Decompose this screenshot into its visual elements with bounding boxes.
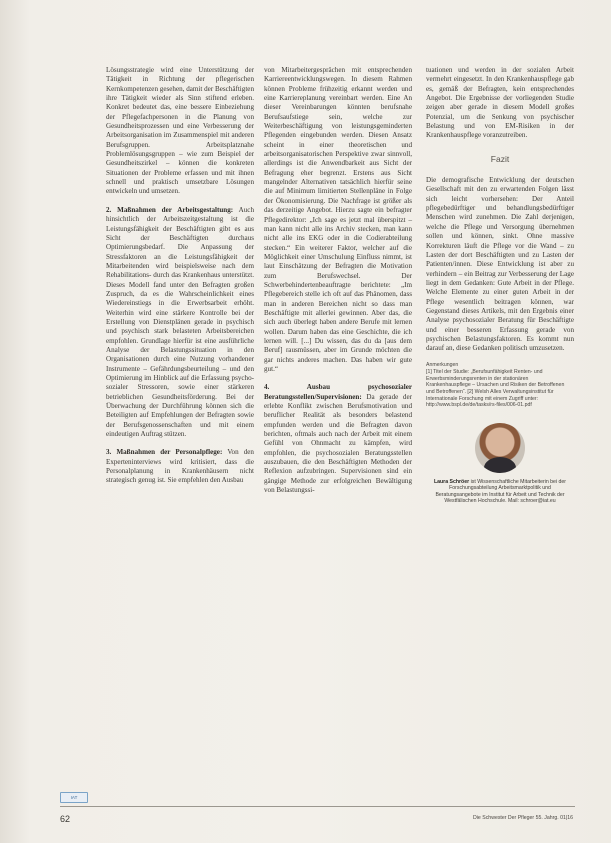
references-body: [1] Titel der Studie: „Berufsunfähigkeit Renten- und Erwerbsminderungsrenten in der stationären Krankenhauspflege – Ursachen und Risiken der Betroffenen und Betroffenen“. [2] Welsh Alles Verwaltungsinstitut für Internationale Forschung mit einem Zugriff unter: http://www.bspl.de/de/tasks/rs-files/006-01.pdf	[426, 369, 565, 409]
fazit-heading: Fazit	[490, 153, 510, 164]
body-paragraph: Lösungsstrategie wird eine Unterstützung der Tätigkeit in Richtung der pflegerischen Kernkompetenzen gesehen, damit der Beschäftigten ihre Tätigkeit wieder als Sinn stiftend erleben. Konkret bedeutet das, eine bessere Einbeziehung der Pflegefachpersonen in die Planung von Gesundheitsprozessen und eine Verbesserung der Arbeitsorganisation im Zusammenspiel mit anderen Berufsgruppen. Arbeitsplatznahe Problemlösungsgruppen – wie zum Beispiel der Gesundheitszirkel – können die konkreten Situationen der Probleme erfassen und mit ihnen schnell und praktisch umsetzbare Lösungen entwickeln und umsetzen.	[106, 66, 254, 196]
publisher-logo: IAT	[60, 792, 88, 803]
measure-4	[264, 383, 412, 495]
measure-4-heading: 4. Ausbau psychosozialer Beratungsstellen/Supervisionen:	[264, 383, 412, 401]
author-photo	[475, 423, 525, 473]
body-paragraph: von Mitarbeitergesprächen mit entsprechenden Karriereentwicklungswegen. In diesem Rahmen können Probleme frühzeitig erkannt werden und eine Karriereplanung vereinbart werden. Eine An dieser Vereinbarungen könnten berufsnahe Berufsaufstiege sein, welche zur Weiterbeschäftigung von leistungsgeminderten Pflegenden eingebunden werden. Diesen Ansatz scheint in einer theoretischen und arbeitsorganisatorischen Perspektive zwar sinnvoll, allerdings ist die Anwendbarkeit aus Sicht der Befragung eher begrenzt. Erstens aus Sicht mangelnder Alternativen tatsächlich hierfür seine die auf Minimum limitierten Stellenpläne in Folge der Ökonomisierung. Die Nachfrage ist größer als das derzeitige Angebot. Hierzu sagte ein befragter Pflegedirektor: „Ich sage es jetzt mal überspitzt – man kann nicht alle ins Archiv stecken, man kann nicht alle ins EKG oder in die Codierabteilung stecken.“ Ein weiterer Faktor, welcher auf die Möglichkeit einer Umschulung Einfluss nimmt, ist laut Einschätzung der Befragten die Motivation zum Berufswechsel. Der Schwerbehindertenbeauftragte berichtete: „Im Pflegebereich stelle ich oft auf das Phänomen, dass man in anderen Bereichen nicht so dass man Beschäftigte mit allerlei gewinnen. Aber das, die sich auch überlegt haben andere Berufe mit lernen wollen. Darum haben das eine Geschichte, die ich lernen will. [...] Du wissen, das du da [aus dem Beruf] rausmüssen, aber im Grunde möchten die gar nichts anderes machen. Das haben wir gute gut.“	[264, 66, 412, 373]
column-1	[106, 66, 254, 486]
measure-2-body: Auch hinsichtlich der Arbeitszeitgestaltung ist die Leistungsfähigkeit der Beschäftigten gibt es aus Sicht der Beschäftigten durchaus Optimierungsbedarf. Die Anpassung der Stressfaktoren an die Leistungsfähigkeit der Mitarbeitenden wird beispielsweise nach dem Rehabilitations- durch das Krankenhaus unterstützt. Dieses Modell fand unter den Befragten großen Zuspruch, da es die Wahrscheinlichkeit eines Wiedereinstiegs in die Erwerbsarbeit erhöht. Weiterhin wird eine stärkere Kontrolle bei der Erstellung von Dienstplänen gerade in psychisch und psychisch stark belasteten Arbeitsbereichen empfohlen. Grundlage hierfür ist eine ausführliche Analyse der Belastungssituation in den Organisationen durch eine Nutzung vorhandener Instrumente – Gefährdungsbeurteilung – und den Optimierung im Hinblick auf die Erfassung psycho-sozialer Stressoren, sowie einer stärkeren betrieblichen Gesundheitsförderung. Bei der Überwachung der Durchführung können sich die Beteiligten auf Empfehlungen der Befragten sowie der Berufsgenossenschaften und mit einem eindeutigen Auftrag stützen.	[106, 205, 254, 439]
footer-publication: Die Schwester Der Pfleger 55. Jahrg. 01|16	[473, 815, 573, 821]
measure-2	[106, 206, 254, 440]
measure-4-body: Da gerade der erlebte Konflikt zwischen Berufsmotivation und beruflicher Realität als besonders belastend empfunden werden und die Befragten davon berichten, oftmals auch nach der Arbeit mit einem Gefühl von Ohnmacht zu kämpfen, wird empfohlen, die psychosozialen Beratungsstellen auszubauen, die den Beschäftigten Methoden der Reflexion aufzubringen. Supervisionen sind ein gängige Methode zur erfolgreichen Bewältigung von Belastungssi-	[264, 392, 412, 495]
measure-2-heading: 2. Maßnahmen der Arbeitsgestaltung:	[106, 205, 234, 214]
author-name: Laura Schröer	[433, 478, 470, 485]
fazit-body: Die demografische Entwicklung der deutschen Gesellschaft mit den zu erwartenden Folgen lässt sich leicht vorhersehen: Der Anteil pflegebedürftiger und behandlungsbedürftiger Menschen wird zunehmen. Die Zahl derjenigen, welche die Pflege und Versorgung übernehmen sollen und können, sinkt. Ohne massive Korrekturen läuft die Pflege vor die Wand – zu Lasten der dort Beschäftigten und zu Lasten der Patienten/innen. Diese Entwicklung ist aber zu verhindern – ein Beitrag zur Verbesserung der Lage liegt in dem Gedanken: Gute Arbeit in der Pflege. Welche Elemente zu einer guten Arbeit in der Pflege wesentlich beitragen können, war Gegenstand dieses Artikels, mit den Ergebnis einer Analyse psychosozialer Beratung für Beschäftigte und einer besseren Erfassung gerade von psychischen Belastungsfaktoren. Es kommt nun darauf an, diese Gedanken politisch umzusetzen.	[426, 176, 574, 353]
footer-divider	[60, 806, 575, 807]
measure-3-body: Von den Experteninterviews wird kritisiert, dass die Personalplanung in Krankenhäusern nicht strategisch genug ist. Sie empfehlen den Ausbau	[106, 448, 254, 485]
page-number: 62	[60, 814, 71, 824]
column-3	[426, 66, 574, 505]
references-title: Anmerkungen	[426, 361, 459, 368]
author-description: ist Wissenschaftliche Mitarbeiterin bei der Forschungsabteilung Arbeitsmarktpolitik und Beratungsangebote im Institut für Arbeit und Technik der Westfälischen Hochschule. Mail: schroer@iat.eu	[435, 478, 567, 505]
references	[426, 362, 574, 409]
page-footer	[0, 806, 611, 832]
column-2	[264, 66, 412, 495]
measure-3-heading: 3. Maßnahmen der Personalpflege:	[106, 448, 223, 457]
body-paragraph: tuationen und werden in der sozialen Arbeit vermehrt eingesetzt. In den Krankenhauspflege gab es, gemäß der Befragten, kein entsprechendes Angebot. Die Ergebnisse der vorliegenden Studie zeigen aber gerade in diesem Modell großes Potenzial, um die Senkung von psychischer Belastung und von EM-Risiken in der Krankenhauspflege voranzutreiben.	[426, 66, 574, 140]
author-bio	[426, 479, 574, 505]
measure-3	[106, 448, 254, 485]
